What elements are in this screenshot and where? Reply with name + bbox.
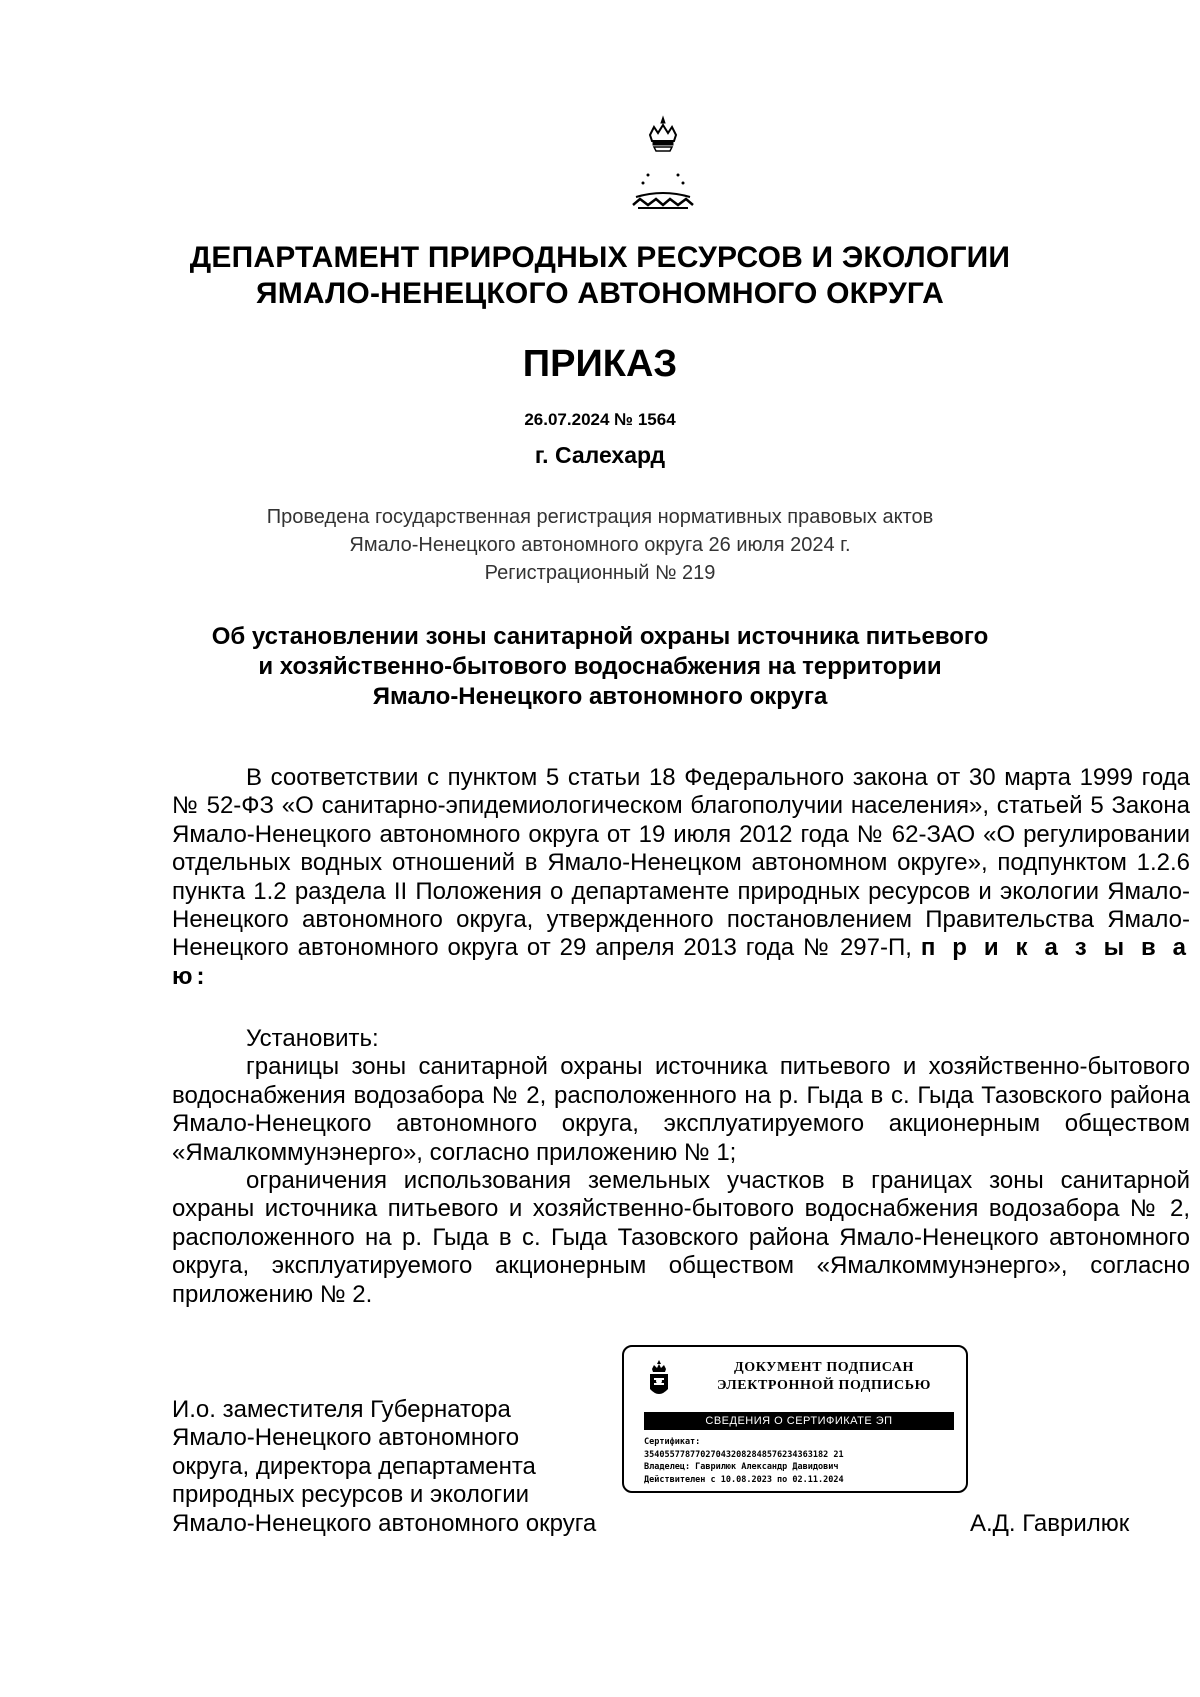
signer-position-line-2: Ямало-Ненецкого автономного [172,1424,520,1452]
stamp-cert-number: 354055778770270432082848576234363182 21 [644,1449,844,1460]
department-line-1: ДЕПАРТАМЕНТ ПРИРОДНЫХ РЕСУРСОВ И ЭКОЛОГИИ [189,241,1011,274]
stamp-cert-label: Сертификат: [644,1437,701,1447]
preamble-text: В соответствии с пунктом 5 статьи 18 Федерального закона от 30 марта 1999 года № 52-ФЗ «О санитарно-эпидемиологическом благополучии населения», статьей 5 Закона Ямало-Ненецкого автономного округа от 19 июля 2012 года № 62-ЗАО «О регулировании отдельных водных отношений в Ямало-Ненецком автономном округе», подпунктом 1.2.6 пункта 1.2 раздела II Положения о департаменте природных ресурсов и экологии Ямало-Ненецкого автономного округа, утвержденного постановлением Правительства Ямало-Ненецкого автономного округа от 29 апреля 2013 года № 297-П, [172,764,1190,962]
stamp-title [694,1359,954,1395]
document-type: ПРИКАЗ [522,343,678,385]
stamp-owner: Владелец: Гаврилюк Александр Давидович [644,1462,839,1472]
subject-line-3: Ямало-Ненецкого автономного округа [372,683,828,710]
decision-item-2: ограничения использования земельных участков в границах зоны санитарной охраны источника питьевого и хозяйственно-бытового водоснабжения водозабора № 2, расположенного на р. Гыда в с. Гыда Тазовского района Ямало-Ненецкого автономного округа, эксплуатируемого акционерным обществом «Ямалкоммунэнерго», согласно приложению № 2. [172,1167,1190,1308]
signer-position-line-1: И.о. заместителя Губернатора [172,1396,511,1423]
order-word: п р и к а з ы в а ю: [172,934,1191,990]
signer-name: А.Д. Гаврилюк [970,1510,1130,1537]
signer-position-line-4: природных ресурсов и экологии [172,1481,529,1509]
registration-note [160,503,1040,587]
department-line-2: ЯМАЛО-НЕНЕЦКОГО АВТОНОМНОГО ОКРУГА [255,277,945,310]
establish-heading: Установить: [246,1025,379,1052]
decision-item-1: границы зоны санитарной охраны источника питьевого и хозяйственно-бытового водоснабжения водозабора № 2, расположенного на р. Гыда в с. Гыда Тазовского района Ямало-Ненецкого автономного округа, эксплуатируемого акционерным обществом «Ямалкоммунэнерго», согласно приложению № 1; [172,1053,1190,1166]
decision-section [172,1025,1190,1309]
preamble-paragraph [172,764,1190,991]
electronic-signature-stamp [622,1345,968,1493]
date-and-number: 26.07.2024 № 1564 [524,410,676,429]
department-name [160,240,1040,312]
stamp-valid: Действителен с 10.08.2023 по 02.11.2024 [644,1474,844,1485]
registration-line-3: Регистрационный № 219 [484,562,716,584]
stamp-title-line-1: ДОКУМЕНТ ПОДПИСАН [733,1360,915,1375]
coat-of-arms-emblem [628,115,698,215]
stamp-certificate-info [644,1436,844,1486]
registration-line-1: Проведена государственная регистрация нормативных правовых актов [266,506,934,528]
preamble [172,764,1190,991]
signer-position [172,1396,596,1538]
stamp-title-line-2: ЭЛЕКТРОННОЙ ПОДПИСЬЮ [717,1378,931,1393]
signer-position-line-3: округа, директора департамента [172,1452,536,1480]
document-subject [160,622,1040,712]
city: г. Салехард [534,442,666,468]
registration-line-2: Ямало-Ненецкого автономного округа 26 июля 2024 г. [349,534,851,556]
subject-line-1: Об установлении зоны санитарной охраны источника питьевого [211,623,989,650]
signer-position-line-5: Ямало-Ненецкого автономного округа [172,1509,597,1537]
stamp-emblem-icon [644,1359,674,1403]
subject-line-2: и хозяйственно-бытового водоснабжения на территории [258,653,942,680]
yanao-coat-of-arms-icon [628,115,698,215]
stamp-certificate-bar: СВЕДЕНИЯ О СЕРТИФИКАТЕ ЭП [644,1412,954,1430]
